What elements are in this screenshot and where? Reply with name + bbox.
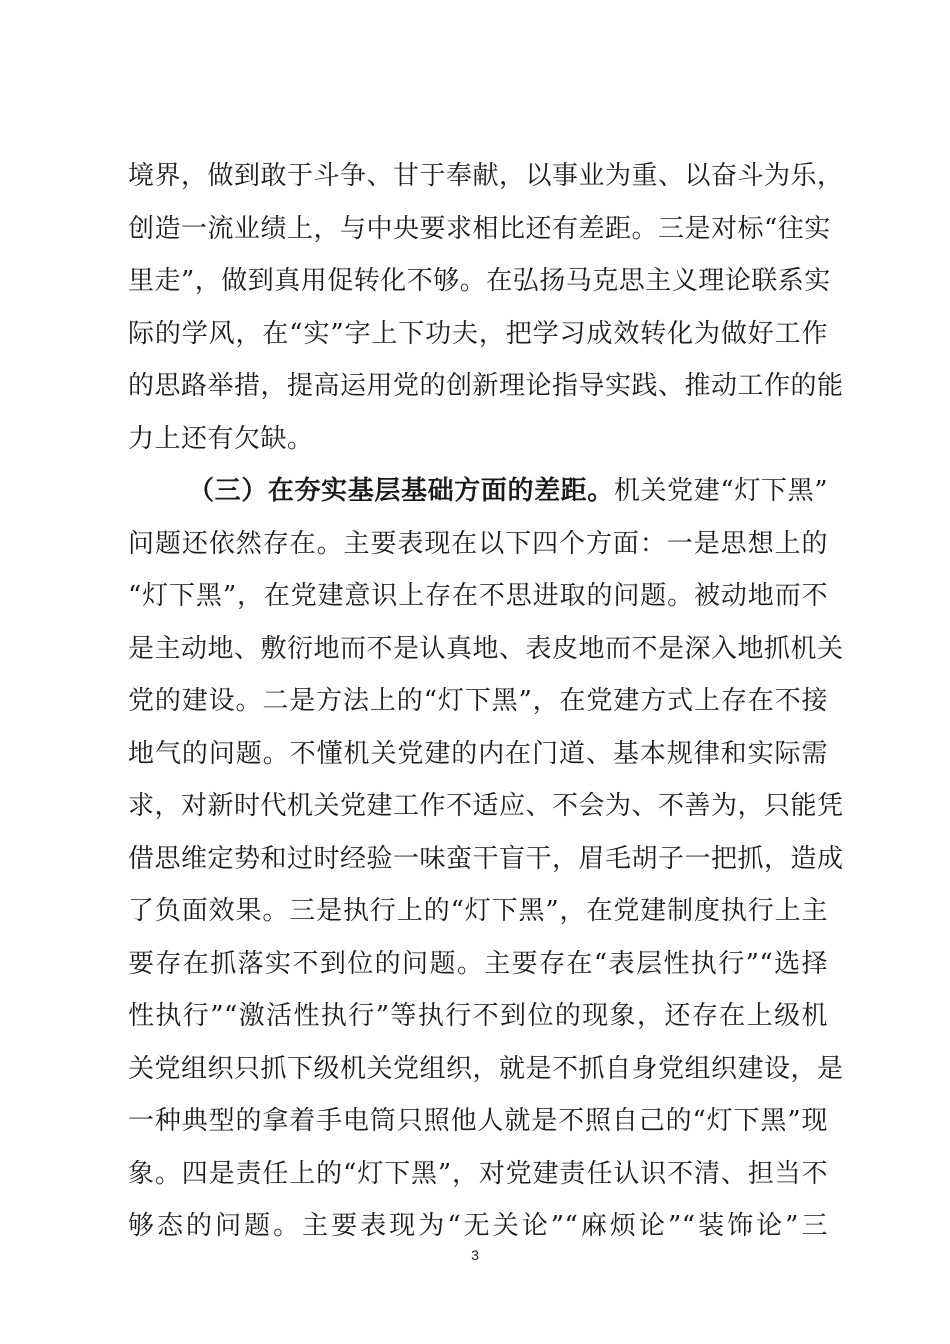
text-run: 机关党建“灯下黑” xyxy=(613,476,828,506)
page-number: 3 xyxy=(471,1247,479,1263)
text-line: 一种典型的拿着手电筒只照他人就是不照自己的“灯下黑”现 xyxy=(128,1106,828,1136)
text-line: 借思维定势和过时经验一味蛮干盲干，眉毛胡子一把抓，造成 xyxy=(128,843,844,874)
text-line: 性执行”“激活性执行”等执行不到位的现象，还存在上级机 xyxy=(128,1001,828,1031)
section-heading: （三）在夯实基层基础方面的差距。 xyxy=(188,476,614,506)
text-line: 力上还有欠缺。 xyxy=(128,423,314,454)
text-line: 境界，做到敢于斗争、甘于奉献，以事业为重、以奋斗为乐， xyxy=(128,161,844,191)
text-line: 要存在抓落实不到位的问题。主要存在“表层性执行”“选择 xyxy=(128,948,828,979)
text-line: 际的学风，在“实”字上下功夫，把学习成效转化为做好工作 xyxy=(128,318,828,349)
text-line: 关党组织只抓下级机关党组织，就是不抓自身党组织建设，是 xyxy=(128,1053,844,1084)
text-line: 了负面效果。三是执行上的“灯下黑”，在党建制度执行上主 xyxy=(128,896,828,926)
text-line: 够态的问题。主要表现为“无关论”“麻烦论”“装饰论”三 xyxy=(128,1211,828,1241)
text-line: 问题还依然存在。主要表现在以下四个方面：一是思想上的 xyxy=(128,528,828,559)
text-line: “灯下黑”，在党建意识上存在不思进取的问题。被动地而不 xyxy=(128,581,828,611)
text-line: 是主动地、敷衍地而不是认真地、表皮地而不是深入地抓机关 xyxy=(128,633,844,664)
text-line: 党的建设。二是方法上的“灯下黑”，在党建方式上存在不接 xyxy=(128,686,828,716)
section-heading-line xyxy=(128,465,828,518)
text-line: 地气的问题。不懂机关党建的内在门道、基本规律和实际需 xyxy=(128,738,828,769)
text-line: 求，对新时代机关党建工作不适应、不会为、不善为，只能凭 xyxy=(128,791,844,821)
text-line: 的思路举措，提高运用党的创新理论指导实践、推动工作的能 xyxy=(128,371,844,401)
text-line: 创造一流业绩上，与中央要求相比还有差距。三是对标“往实 xyxy=(128,213,831,244)
text-line: 象。四是责任上的“灯下黑”，对党建责任认识不清、担当不 xyxy=(128,1158,828,1189)
body-text xyxy=(128,150,844,1253)
text-line: 里走”，做到真用促转化不够。在弘扬马克思主义理论联系实 xyxy=(128,266,831,296)
